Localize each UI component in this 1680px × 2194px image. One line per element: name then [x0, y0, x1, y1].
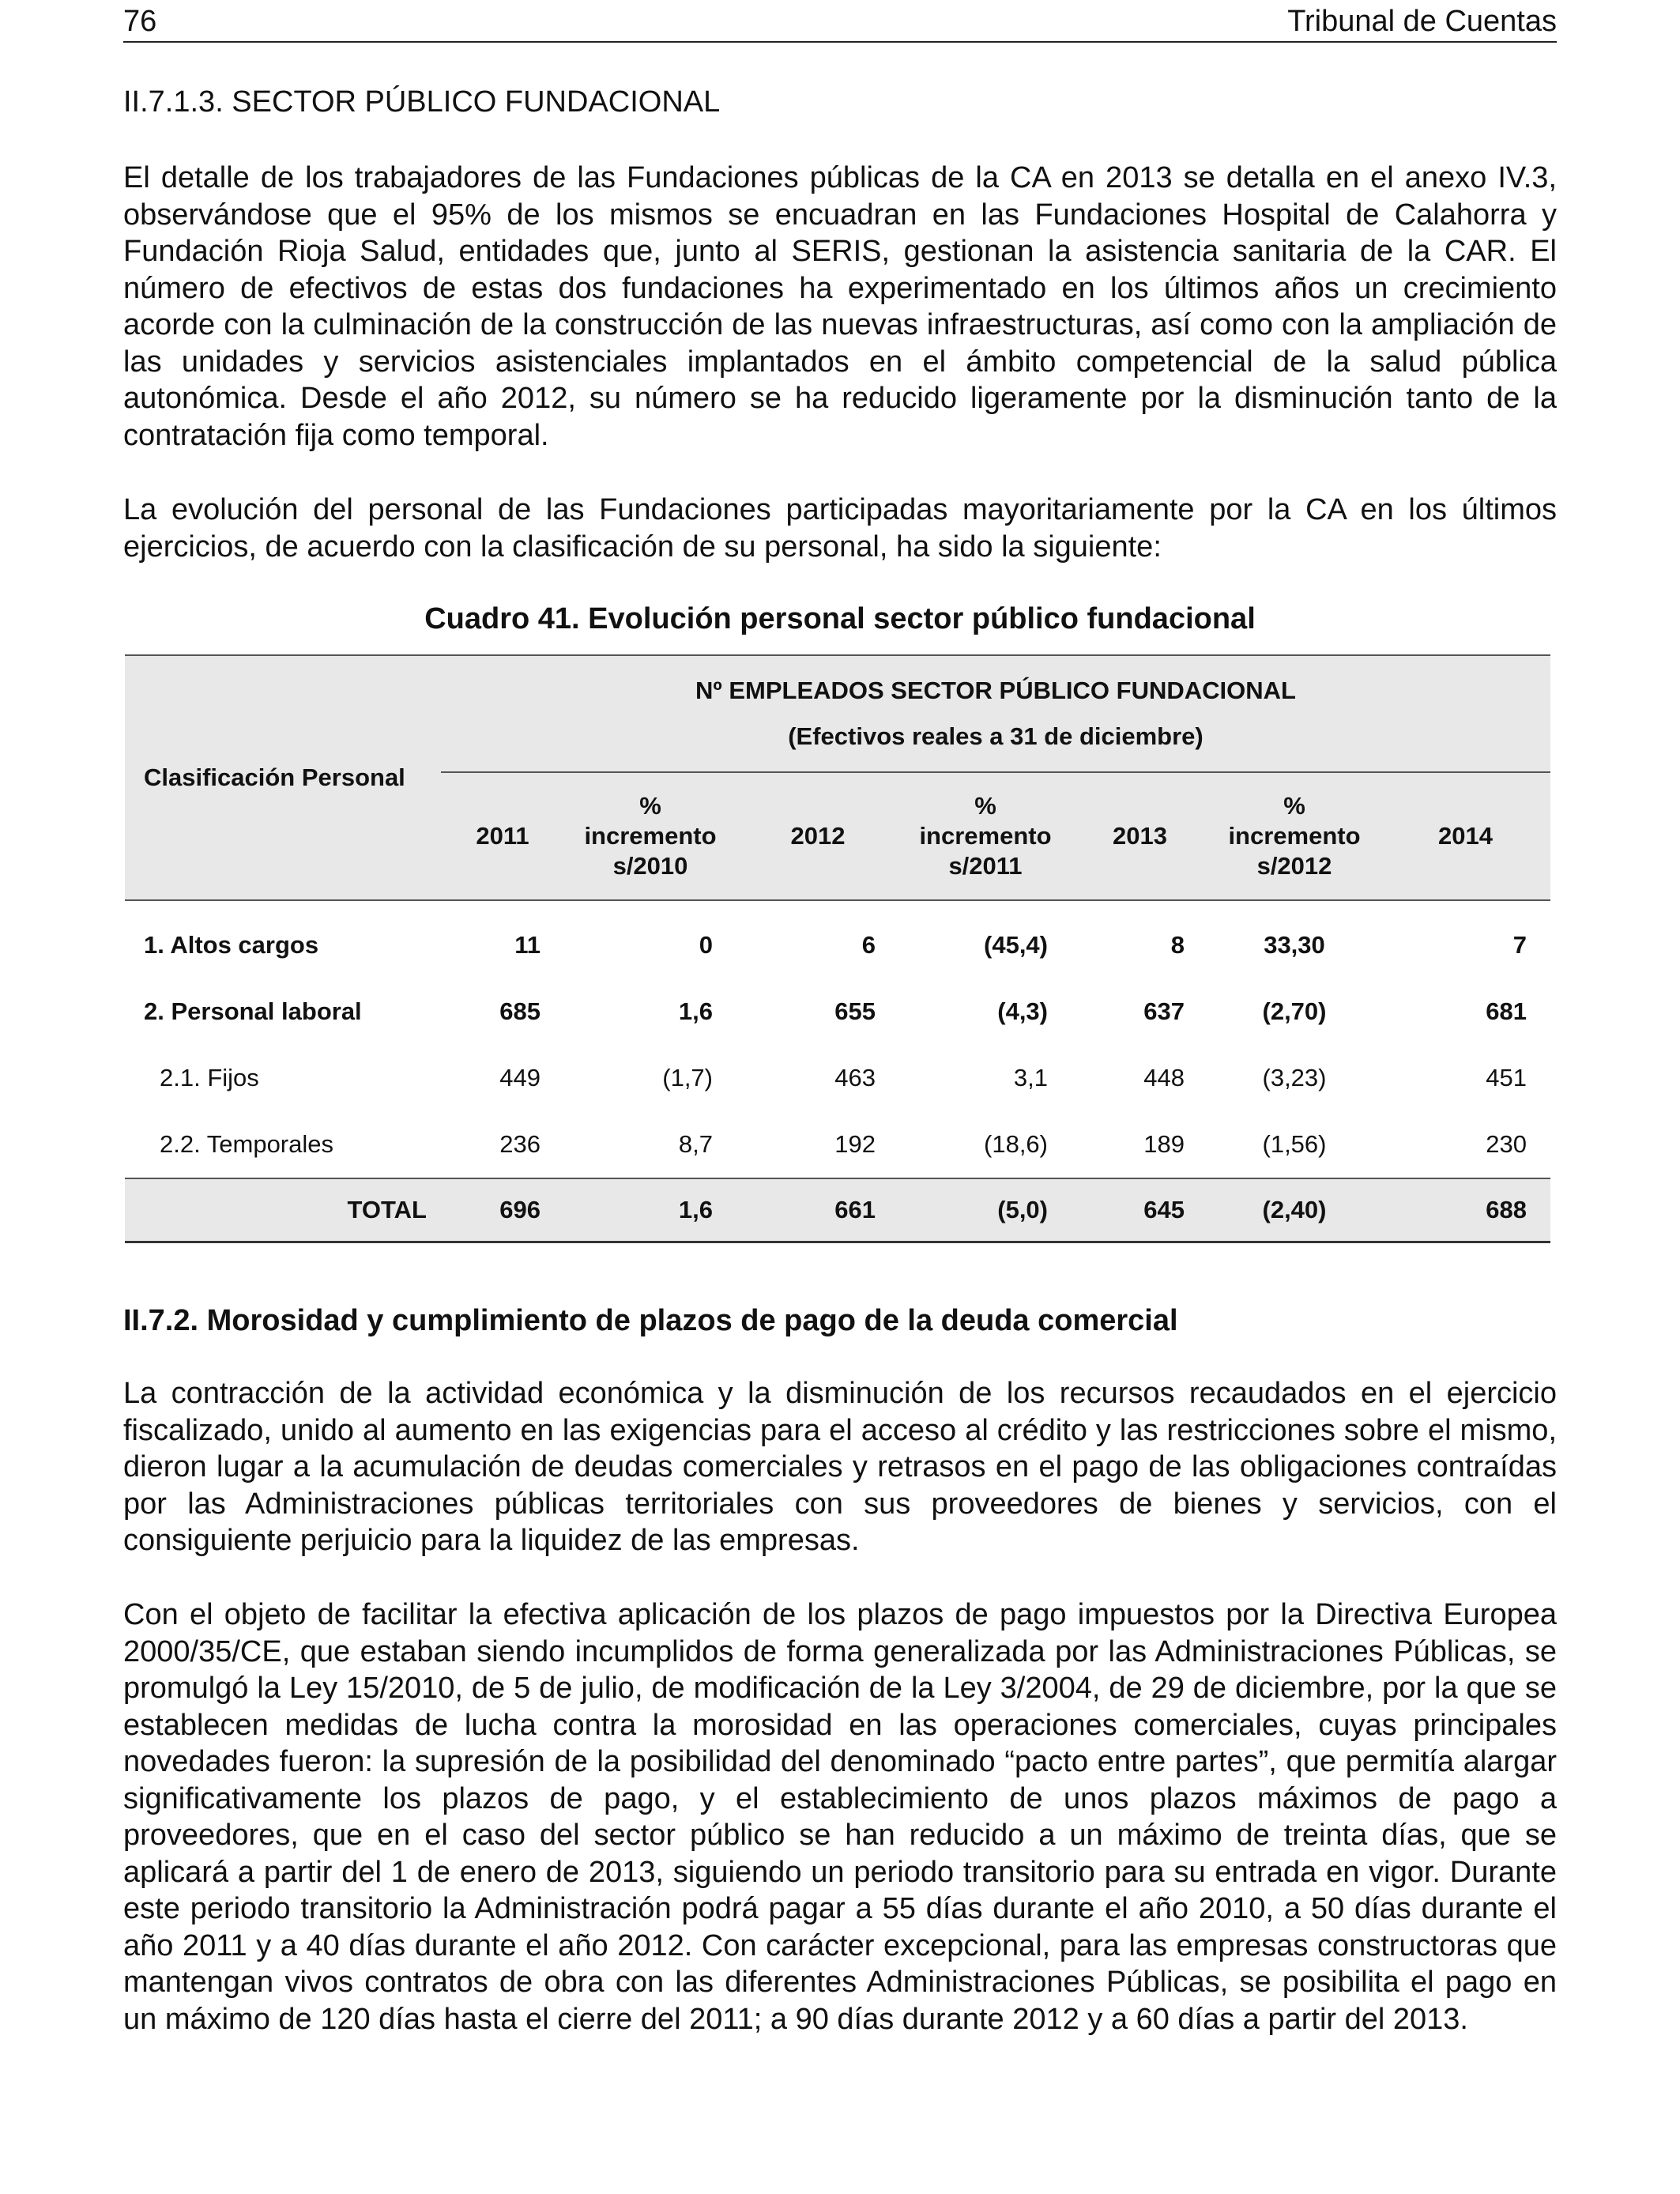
row-label: 1. Altos cargos	[144, 931, 319, 959]
col-header-2013: 2013	[1072, 772, 1208, 900]
paragraph-trabajadores-fundaciones: El detalle de los trabajadores de las Fundaciones públicas de la CA en 2013 se detalla en el anexo IV.3, observándose que el 95% de los mismos se encuadran en las Fundaciones Hospital de Calahorra y Fundación Rioja Salud, entidades que, junto al SERIS, gestionan la asistencia sanitaria de la CAR. El número de efectivos de estas dos fundaciones ha experimentado en los últimos años un crecimiento acorde con la culminación de la construcción de las nuevas infraestructuras, así como con la ampliación de las unidades y servicios asistenciales implantados en el ámbito competencial de la salud pública autonómica. Desde el año 2012, su número se ha reducido ligeramente por la disminución tanto de la contratación fija como temporal.	[123, 161, 1557, 452]
cell: (4,3)	[997, 997, 1048, 1025]
row-label: 2.2. Temporales	[160, 1130, 333, 1158]
row-header-clasificacion: Clasificación Personal	[125, 655, 441, 900]
col-header-pct-2012: % incremento s/2012	[1208, 772, 1381, 900]
total-label: TOTAL	[125, 1178, 441, 1242]
page-number: 76	[123, 5, 157, 38]
cell: 230	[1486, 1130, 1527, 1158]
col-header-pct-2010: % incremento s/2010	[564, 772, 736, 900]
cell: (45,4)	[984, 931, 1048, 959]
table-total-row	[125, 1178, 1550, 1242]
section-heading-morosidad: II.7.2. Morosidad y cumplimiento de plazos de pago de la deuda comercial	[123, 1304, 1178, 1337]
cell: 1,6	[678, 997, 713, 1025]
cell: 661	[736, 1178, 899, 1242]
cell: 645	[1072, 1178, 1208, 1242]
cell: 685	[499, 997, 541, 1025]
row-label: 2.1. Fijos	[160, 1064, 259, 1091]
cell: 8,7	[678, 1130, 713, 1158]
cell: (5,0)	[899, 1178, 1072, 1242]
cell: 448	[1143, 1064, 1185, 1091]
cell: 33,30	[1264, 931, 1325, 959]
cell: (1,7)	[662, 1064, 713, 1091]
col-header-2012: 2012	[736, 772, 899, 900]
cell: 7	[1512, 931, 1527, 959]
cell: 451	[1486, 1064, 1527, 1091]
cell: 655	[834, 997, 876, 1025]
paragraph-evolucion-personal: La evolución del personal de las Fundaciones participadas mayoritariamente por la CA en los últimos ejercicios, de acuerdo con la clasificación de su personal, ha sido la siguiente:	[123, 493, 1557, 564]
table-row	[125, 1111, 1550, 1178]
paragraph-plazos-pago: Con el objeto de facilitar la efectiva aplicación de los plazos de pago impuestos por la Directiva Europea 2000/35/CE, que estaban siendo incumplidos de forma generalizada por las Administraciones Públicas, se promulgó la Ley 15/2010, de 5 de julio, de modificación de la Ley 3/2004, de 29 de diciembre, por la que se establecen medidas de lucha contra la morosidad en las operaciones comerciales, cuyas principales novedades fueron: la supresión de la posibilidad del denominado “pacto entre partes”, que permitía alargar significativamente los plazos de pago, y el establecimiento de unos plazos máximos de pago a proveedores, que en el caso del sector público se han reducido a un máximo de treinta días, que se aplicará a partir del 1 de enero de 2013, siguiendo un periodo transitorio para su entrada en vigor. Durante este periodo transitorio la Administración podrá pagar a 55 días durante el año 2010, a 50 días durante el año 2011 y a 40 días durante el año 2012. Con carácter excepcional, para las empresas constructoras que mantengan vivos contratos de obra con las diferentes Administraciones Públicas, se posibilita el pago en un máximo de 120 días hasta el cierre del 2011; a 90 días durante 2012 y a 60 días a partir del 2013.	[123, 1598, 1557, 2036]
cell: (18,6)	[984, 1130, 1048, 1158]
paragraph-contraccion-actividad: La contracción de la actividad económica y la disminución de los recursos recaudados en el ejercicio fiscalizado, unido al aumento en las exigencias para el acceso al crédito y las restricciones sobre el mismo, dieron lugar a la acumulación de deudas comerciales y retrasos en el pago de las obligaciones contraídas por las Administraciones públicas territoriales con sus proveedores de bienes y servicios, con el consiguiente perjuicio para la liquidez de las empresas.	[123, 1377, 1557, 1557]
cell: 696	[441, 1178, 564, 1242]
col-header-2014: 2014	[1381, 772, 1550, 900]
col-header-pct-2011: % incremento s/2011	[899, 772, 1072, 900]
cell: 3,1	[1013, 1064, 1048, 1091]
page-header	[123, 2, 1557, 43]
table-caption: Cuadro 41. Evolución personal sector público fundacional	[424, 602, 1256, 635]
table-row	[125, 1045, 1550, 1111]
cell: 8	[1170, 931, 1185, 959]
group-title: Nº EMPLEADOS SECTOR PÚBLICO FUNDACIONAL	[695, 677, 1296, 704]
cell: 0	[699, 931, 713, 959]
table-row	[125, 978, 1550, 1045]
cell: 11	[514, 931, 541, 959]
cell: (3,23)	[1262, 1064, 1327, 1091]
cell: 6	[861, 931, 876, 959]
cell: 681	[1486, 997, 1527, 1025]
cell: 189	[1143, 1130, 1185, 1158]
cell: 637	[1143, 997, 1185, 1025]
group-subtitle: (Efectivos reales a 31 de diciembre)	[788, 722, 1203, 750]
col-header-2011: 2011	[441, 772, 564, 900]
cell: 688	[1381, 1178, 1550, 1242]
cell: 1,6	[564, 1178, 736, 1242]
cell: (1,56)	[1262, 1130, 1327, 1158]
cell: 463	[834, 1064, 876, 1091]
table-row	[125, 900, 1550, 978]
column-group-header	[441, 655, 1550, 772]
cell: 236	[499, 1130, 541, 1158]
row-label: 2. Personal laboral	[144, 997, 362, 1025]
cell: (2,40)	[1208, 1178, 1381, 1242]
cell: (2,70)	[1262, 997, 1327, 1025]
header-organization: Tribunal de Cuentas	[1287, 5, 1557, 38]
section-heading-sector-fundacional: II.7.1.3. SECTOR PÚBLICO FUNDACIONAL	[123, 85, 721, 119]
personnel-table	[125, 654, 1550, 1243]
cell: 449	[499, 1064, 541, 1091]
cell: 192	[834, 1130, 876, 1158]
